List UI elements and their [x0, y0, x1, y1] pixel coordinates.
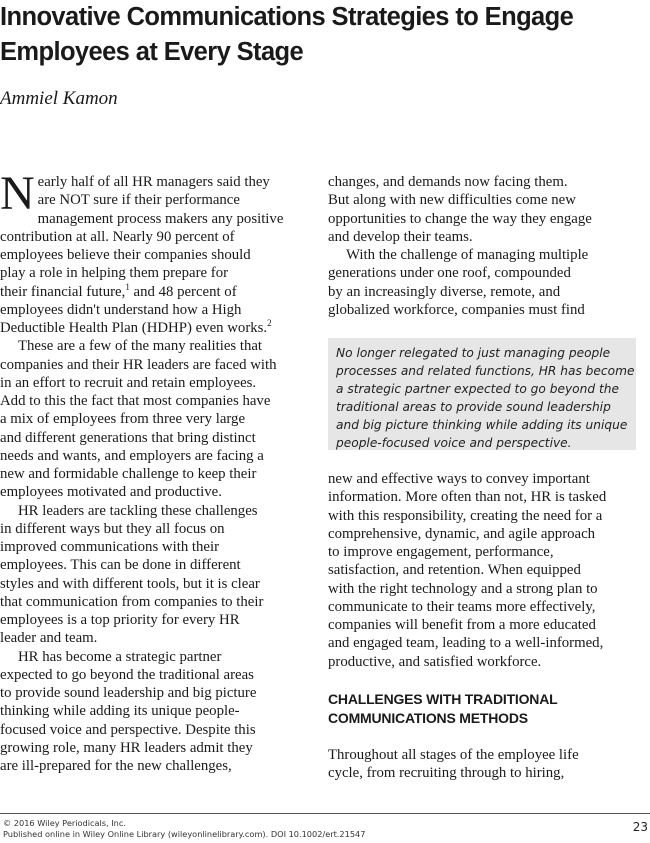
text-line: styles and with different tools, but it is clear: [0, 575, 260, 592]
text-line: focused voice and perspective. Despite this: [0, 721, 256, 738]
text-line: with the right technology and a strong plan to: [328, 580, 598, 597]
page-number: 23: [632, 820, 648, 834]
title-line: Innovative Communications Strategies to Engage: [0, 3, 574, 31]
text-line: HR has become a strategic partner: [18, 648, 222, 665]
text-line: globalized workforce, companies must find: [328, 301, 585, 318]
pull-quote: [328, 338, 636, 450]
text-line: information. More often than not, HR is tasked: [328, 489, 607, 506]
pull-quote-line: a strategic partner expected to go beyond the: [336, 381, 619, 396]
paragraph: [328, 746, 634, 783]
text-line: to provide sound leadership and big picture: [0, 685, 257, 701]
text-line: expected to go beyond the traditional areas: [0, 666, 254, 683]
paragraph: [328, 470, 634, 671]
text-line: productive, and satisfied workforce.: [328, 653, 542, 670]
text-line: a mix of employees from three very large: [0, 411, 246, 428]
text-line: opportunities to change the way they engage: [328, 210, 592, 227]
text-line: comprehensive, dynamic, and agile approach: [328, 525, 596, 542]
text-line: and different generations that bring distinct: [0, 429, 256, 446]
text-line: are NOT sure if their performance: [37, 192, 240, 209]
text-line: With the challenge of managing multiple: [346, 247, 589, 263]
right-column-bottom: [328, 746, 634, 783]
text-line: companies and their HR leaders are faced with: [0, 356, 277, 373]
text-line: new and formidable challenge to keep their: [0, 466, 257, 482]
text-line: communicate to their teams more effectively,: [328, 598, 596, 615]
text-line: improved communications with their: [0, 539, 220, 555]
footnote-2-marker[interactable]: 2: [267, 318, 272, 328]
text-line: Add to this the fact that most companies have: [0, 393, 271, 409]
text-fragment: their financial future,: [0, 283, 126, 300]
text-line: by an increasingly diverse, remote, and: [328, 283, 561, 300]
title-line: Employees at Every Stage: [0, 38, 304, 66]
text-line: with this responsibility, creating the need for a: [328, 507, 603, 524]
text-line: changes, and demands now facing them.: [328, 174, 568, 190]
left-column: [0, 167, 310, 775]
text-line: and engaged team, leading to a well-informed,: [328, 635, 604, 652]
pull-quote-line: traditional areas to provide sound leadership: [336, 399, 611, 414]
paragraph: [328, 173, 634, 246]
paragraph: [328, 246, 634, 319]
drop-cap: N: [0, 167, 35, 220]
text-line: that communication from companies to their: [0, 593, 264, 610]
text-line: needs and wants, and employers are facing a: [0, 447, 264, 464]
text-line: [0, 283, 310, 301]
right-column-top: [328, 173, 634, 319]
article-title: [0, 0, 640, 70]
text-line: companies will benefit from a more educated: [328, 617, 596, 633]
text-line: HR leaders are tackling these challenges: [18, 502, 258, 519]
section-heading-line: CHALLENGES WITH TRADITIONAL: [328, 691, 558, 707]
copyright-notice: © 2016 Wiley Periodicals, Inc.: [3, 818, 126, 828]
text-line: contribution at all. Nearly 90 percent of: [0, 228, 235, 245]
text-line: leader and team.: [0, 630, 98, 647]
text-line: employees. This can be done in different: [0, 557, 241, 574]
section-heading-line: COMMUNICATIONS METHODS: [328, 709, 528, 726]
text-line: and develop their teams.: [328, 228, 473, 245]
text-line: employees believe their companies should: [0, 247, 251, 263]
text-line: play a role in helping them prepare for: [0, 265, 229, 282]
text-line: satisfaction, and retention. When equipped: [328, 562, 581, 579]
text-line: [0, 319, 310, 337]
pull-quote-line: processes and related functions, HR has become: [336, 363, 635, 378]
paragraph: [0, 167, 310, 337]
text-line: growing role, many HR leaders admit they: [0, 739, 253, 756]
text-line: management process makers any positive: [37, 210, 284, 227]
text-line: in different ways but they all focus on: [0, 520, 225, 537]
section-heading: [328, 690, 628, 727]
pull-quote-line: No longer relegated to just managing people: [336, 346, 611, 360]
text-line: employees didn't understand how a High: [0, 301, 242, 318]
text-fragment: and 48 percent of: [129, 283, 237, 300]
text-line: employees is a top priority for every HR: [0, 612, 240, 628]
text-line: employees motivated and productive.: [0, 484, 222, 501]
paragraph: [0, 648, 310, 776]
paragraph: [0, 337, 310, 501]
text-line: thinking while adding its unique people-: [0, 703, 240, 720]
right-column-middle: [328, 470, 634, 671]
text-line: to improve engagement, performance,: [328, 544, 554, 560]
publication-info: Published online in Wiley Online Library (wileyonlinelibrary.com). DOI 10.1002/ert.21547: [3, 829, 366, 839]
author-name: Ammiel Kamon: [0, 88, 118, 109]
pull-quote-line: people-focused voice and perspective.: [336, 435, 572, 450]
text-line: generations under one roof, compounded: [328, 265, 571, 282]
text-fragment: Deductible Health Plan (HDHP) even works.: [0, 320, 268, 336]
text-line: new and effective ways to convey important: [328, 471, 590, 487]
text-line: in an effort to recruit and retain employees.: [0, 374, 257, 391]
pull-quote-line: and big picture thinking while adding its unique: [336, 417, 628, 432]
footer-divider: [0, 813, 650, 814]
text-line: early half of all HR managers said they: [37, 174, 270, 190]
text-line: These are a few of the many realities that: [18, 338, 263, 355]
text-line: Throughout all stages of the employee life: [328, 747, 579, 763]
text-line: But along with new difficulties come new: [328, 192, 576, 209]
text-line: cycle, from recruiting through to hiring,: [328, 765, 565, 782]
text-line: are ill-prepared for the new challenges,: [0, 758, 232, 774]
paragraph: [0, 502, 310, 648]
footer: [3, 818, 365, 840]
footnote-1-marker[interactable]: 1: [125, 281, 130, 292]
